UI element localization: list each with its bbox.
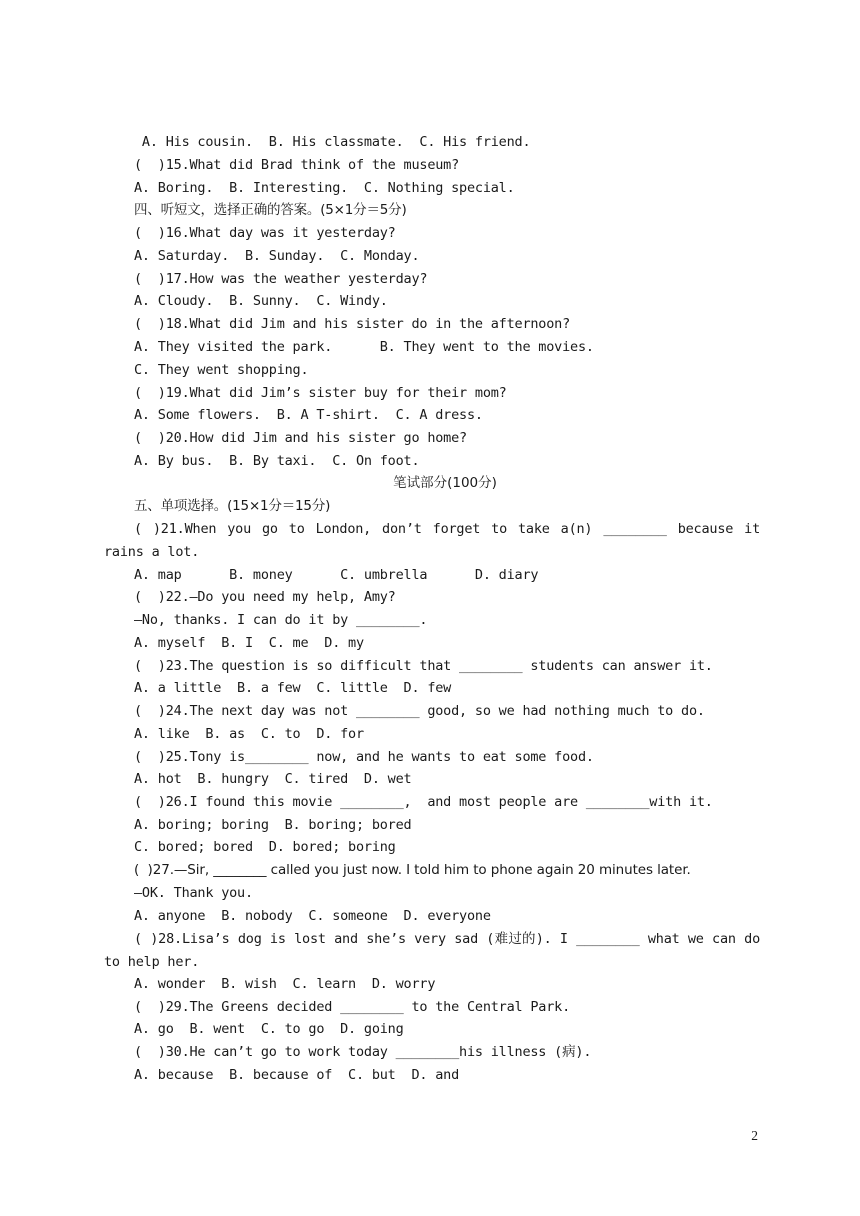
- q30-options: A. because B. because of C. but D. and: [134, 1067, 460, 1083]
- written-part-heading: 笔试部分(100分): [393, 475, 497, 491]
- q19-options: A. Some flowers. B. A T-shirt. C. A dress.: [134, 407, 483, 423]
- q27-options: A. anyone B. nobody C. someone D. everyone: [134, 908, 491, 924]
- q15-question: ( )15.What did Brad think of the museum?: [134, 157, 460, 173]
- q19-question: ( )19.What did Jim’s sister buy for their mom?: [134, 385, 507, 401]
- q26-question: ( )26.I found this movie ________, and most people are ________with it.: [134, 794, 713, 810]
- q25-question: ( )25.Tony is________ now, and he wants to eat some food.: [134, 749, 594, 765]
- q24-question: ( )24.The next day was not ________ good, so we had nothing much to do.: [134, 703, 705, 719]
- q18-option-c: C. They went shopping.: [134, 362, 309, 378]
- q20-options: A. By bus. B. By taxi. C. On foot.: [134, 453, 420, 469]
- q15-options: A. Boring. B. Interesting. C. Nothing special.: [134, 180, 515, 196]
- q23-question: ( )23.The question is so difficult that ________ students can answer it.: [134, 658, 713, 674]
- q30-question: ( )30.He can’t go to work today ________his illness (病).: [134, 1044, 592, 1060]
- q27-answer-line: —OK. Thank you.: [134, 885, 253, 901]
- q27-question: ( )27.—Sir, ________ called you just now. I told him to phone again 20 minutes later.: [134, 862, 691, 878]
- q29-options: A. go B. went C. to go D. going: [134, 1021, 404, 1037]
- q24-options: A. like B. as C. to D. for: [134, 726, 364, 742]
- q18-options-ab: A. They visited the park. B. They went to the movies.: [134, 339, 594, 355]
- q25-options: A. hot B. hungry C. tired D. wet: [134, 771, 412, 787]
- q17-question: ( )17.How was the weather yesterday?: [134, 271, 428, 287]
- q21-options: A. map B. money C. umbrella D. diary: [134, 567, 539, 583]
- q26-options-ab: A. boring; boring B. boring; bored: [134, 817, 412, 833]
- q20-question: ( )20.How did Jim and his sister go home?: [134, 430, 467, 446]
- q22-answer-line: —No, thanks. I can do it by ________.: [134, 612, 428, 628]
- section-4-heading: 四、听短文，选择正确的答案。(5×1分＝5分): [134, 202, 407, 218]
- q28-question: ( )28.Lisa’s dog is lost and she’s very sad (难过的). I ________ what we can do to help her.: [104, 931, 760, 970]
- q23-options: A. a little B. a few C. little D. few: [134, 680, 452, 696]
- page-number: 2: [751, 1128, 758, 1143]
- q18-question: ( )18.What did Jim and his sister do in the afternoon?: [134, 316, 571, 332]
- q14-options: A. His cousin. B. His classmate. C. His friend.: [134, 134, 531, 150]
- q16-options: A. Saturday. B. Sunday. C. Monday.: [134, 248, 420, 264]
- q16-question: ( )16.What day was it yesterday?: [134, 225, 396, 241]
- section-5-heading: 五、单项选择。(15×1分＝15分): [134, 498, 331, 514]
- q22-options: A. myself B. I C. me D. my: [134, 635, 364, 651]
- q17-options: A. Cloudy. B. Sunny. C. Windy.: [134, 293, 388, 309]
- q28-options: A. wonder B. wish C. learn D. worry: [134, 976, 436, 992]
- q29-question: ( )29.The Greens decided ________ to the Central Park.: [134, 999, 571, 1015]
- q21-question: ( )21.When you go to London, don’t forget to take a(n) ________ because it rains a lot.: [104, 521, 760, 560]
- q26-options-cd: C. bored; bored D. bored; boring: [134, 839, 396, 855]
- q22-question: ( )22.—Do you need my help, Amy?: [134, 589, 396, 605]
